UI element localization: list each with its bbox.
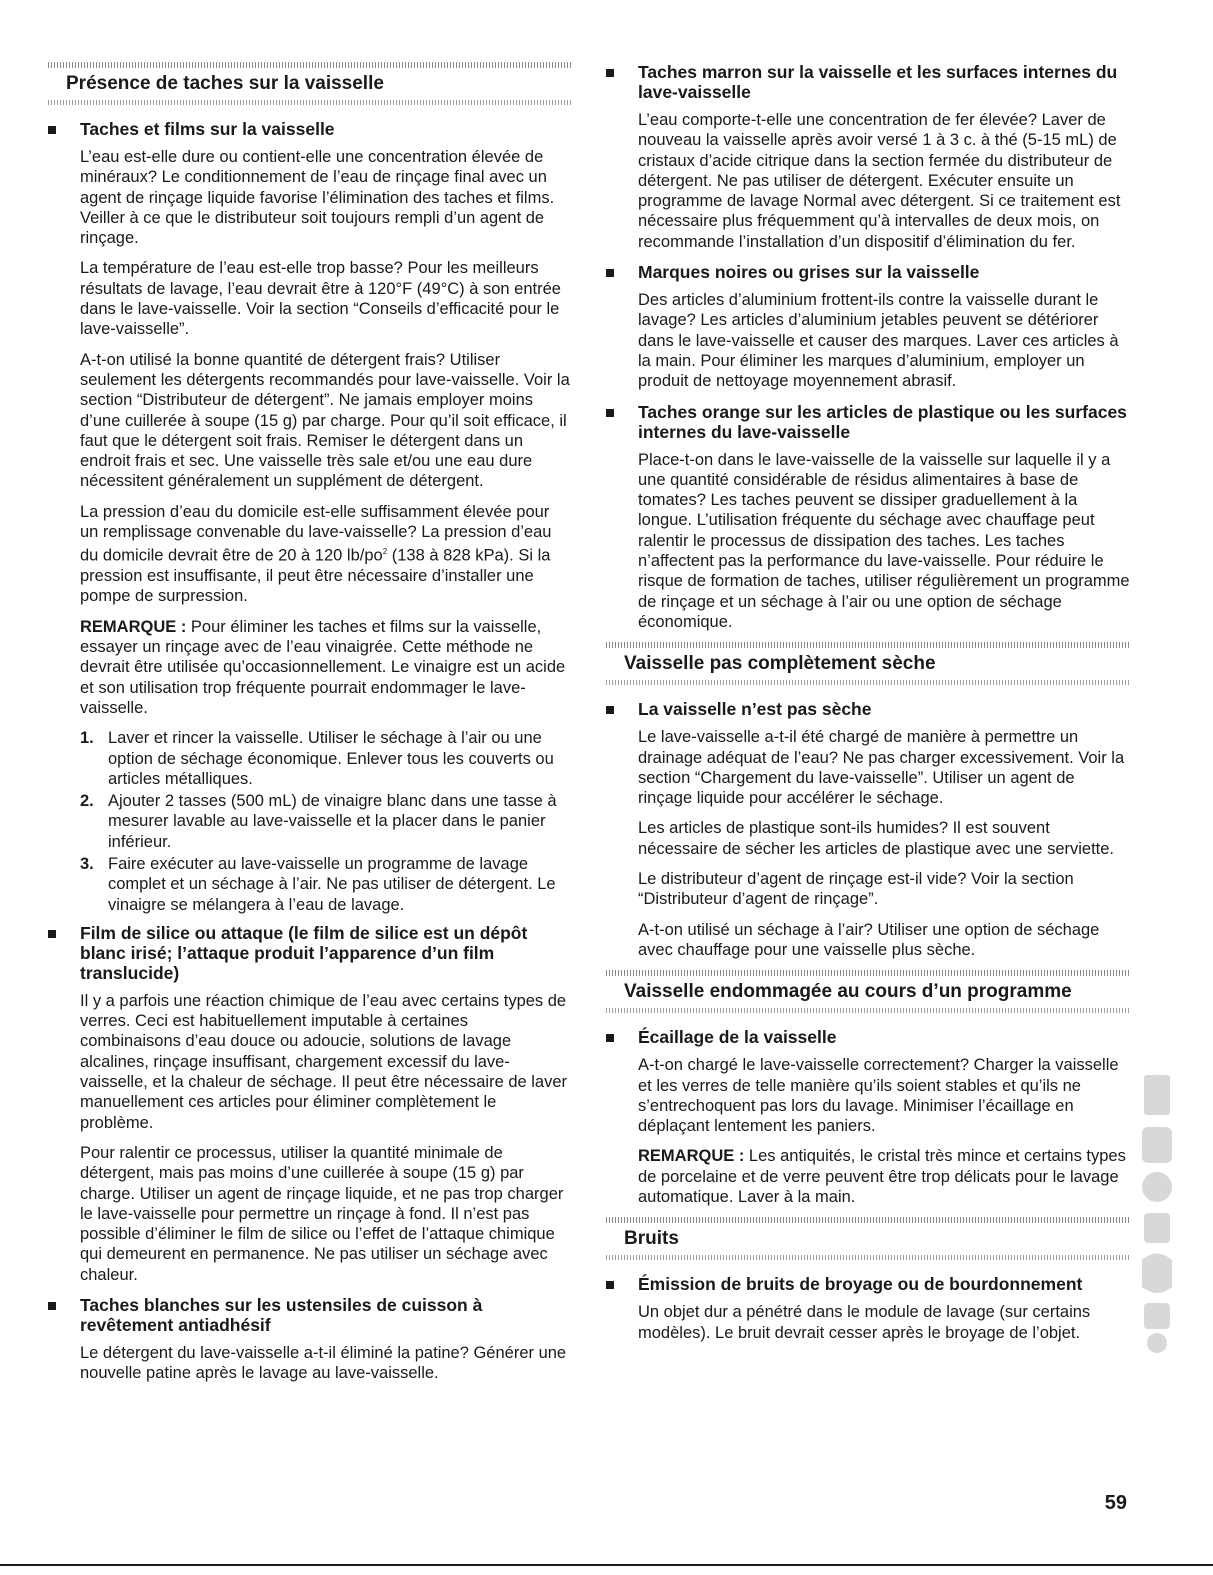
text-span: (138 à 828 kPa). Si la pression est insuffisante, il peut être nécessaire d’installer une pompe de surpression. xyxy=(80,546,551,606)
steps-list xyxy=(80,728,572,915)
bullet-square-icon xyxy=(48,1302,56,1310)
item-title: Film de silice ou attaque (le film de silice est un dépôt blanc irisé; l’attaque produit l’apparence d’un film translucide) xyxy=(80,922,528,983)
item-chipping xyxy=(606,1027,1130,1207)
note-label: REMARQUE : xyxy=(638,1147,745,1166)
paragraph: Place-t-on dans le lave-vaisselle de la vaisselle sur laquelle il y a une quantité considérable de résidus alimentaires à base de tomates? Les taches peuvent se dissiper graduellement à la longue. L’utilisation fréquente du séchage avec chauffage peut ralentir le processus de dissipation des taches. Les taches n’affectent pas la performance du lave-vaisselle. Pour réduire le risque de formation de taches, utiliser régulièrement un programme de rinçage et un séchage à l’air ou une option de séchage économique. xyxy=(638,450,1130,631)
step-item xyxy=(80,791,572,852)
paragraph: L’eau est-elle dure ou contient-elle une concentration élevée de minéraux? Le conditionnement de l’eau de rinçage final avec un agent de rinçage liquide favorise l’élimination des taches et films. Veiller à ce que le distributeur soit toujours rempli d’un agent de rinçage. xyxy=(80,148,555,248)
text-span: La pression d’eau du domicile est-elle suffisamment élevée pour un remplissage convenable du lave-vaisselle? La pression d’eau du domicile devrait être de 20 à 120 lb/po xyxy=(80,502,552,565)
item-brown-stains xyxy=(606,62,1130,252)
item-black-marks xyxy=(606,262,1130,391)
section-title-not-dry: Vaisselle pas complètement sèche xyxy=(624,653,936,675)
paragraph: Pour ralentir ce processus, utiliser la quantité minimale de détergent, mais pas moins d’une cuillerée à soupe (15 g) par charge. Utiliser un agent de rinçage liquide, et ne pas trop charger le lave-vaisselle pour permettre un rinçage à fond. Il n’est pas possible d’éliminer le film de silice ou l’effet de l’attaque chimique qui demeurent en permanence. Ne pas utiliser un séchage avec chaleur. xyxy=(80,1143,564,1284)
bullet-square-icon xyxy=(606,409,614,417)
bullet-square-icon xyxy=(606,1034,614,1042)
paragraph: Le distributeur d’agent de rinçage est-il vide? Voir la section “Distributeur d’agent de rinçage”. xyxy=(638,870,1074,909)
paragraph: Le lave-vaisselle a-t-il été chargé de manière à permettre un drainage adéquat de l’eau? Ne pas charger excessivement. Voir la section “Chargement du lave-vaisselle”. Utiliser un agent de rinçage liquide pour accélérer le séchage. xyxy=(638,728,1125,808)
item-title: Émission de bruits de broyage ou de bourdonnement xyxy=(638,1274,1083,1295)
bullet-square-icon xyxy=(606,706,614,714)
item-white-spots xyxy=(48,1295,572,1384)
paragraph: La température de l’eau est-elle trop basse? Pour les meilleurs résultats de lavage, l’eau devrait être à 120°F (49°C) à son entrée dans le lave-vaisselle. Voir la section “Conseils d’efficacité pour le lave-vaisselle”. xyxy=(80,259,561,339)
item-not-dry xyxy=(606,699,1130,960)
step-text: Ajouter 2 tasses (500 mL) de vinaigre blanc dans une tasse à mesurer lavable au lave-vaisselle et la placer dans le panier inférieur. xyxy=(108,792,557,851)
section-rule xyxy=(606,1255,1130,1260)
section-title-damaged: Vaisselle endommagée au cours d’un programme xyxy=(624,981,1072,1003)
section-rule xyxy=(606,1008,1130,1013)
step-number: 2. xyxy=(80,792,94,811)
section-rule xyxy=(606,970,1130,976)
item-silica-film xyxy=(48,923,572,1285)
note-text: Pour éliminer les taches et films sur la vaisselle, essayer un rinçage avec de l’eau vinaigrée. Cette méthode ne devrait être utilisée qu’occasionnellement. Le vinaigre est un acide et son utilisation trop fréquente pourrait endommager le lave-vaisselle. xyxy=(80,617,566,717)
bullet-square-icon xyxy=(606,1281,614,1289)
paragraph: L’eau comporte-t-elle une concentration de fer élevée? Laver de nouveau la vaisselle après avoir versé 1 à 3 c. à thé (5-15 mL) de cristaux d’acide citrique dans la section fermée du distributeur de détergent. Ne pas utiliser de détergent. Exécuter ensuite un programme de lavage Normal avec détergent. Si ce traitement est nécessaire plus fréquemment qu’à intervalles de deux mois, on recommande l’installation d’un dispositif d’élimination du fer. xyxy=(638,111,1121,251)
step-number: 3. xyxy=(80,855,94,873)
step-number: 1. xyxy=(80,729,94,748)
page-number: 59 xyxy=(1104,1492,1127,1514)
item-title: La vaisselle n’est pas sèche xyxy=(638,699,872,720)
bullet-square-icon xyxy=(606,69,614,77)
paragraph: A-t-on chargé le lave-vaisselle correctement? Charger la vaisselle et les verres de telle manière qu’ils soient stables et qu’ils ne s’entrechoquent pas lors du lavage. Minimiser l’écaillage en déplaçant lentement les paniers. xyxy=(638,1056,1119,1136)
right-column xyxy=(606,62,1130,1353)
section-rule xyxy=(606,642,1130,648)
item-title: Écaillage de la vaisselle xyxy=(638,1027,837,1048)
paragraph xyxy=(80,502,572,607)
note-text: Les antiquités, le cristal très mince et certains types de porcelaine et de verre peuvent être trop délicats pour le lavage automatique. Laver à la main. xyxy=(638,1147,1126,1206)
item-title: Taches marron sur la vaisselle et les surfaces internes du lave-vaisselle xyxy=(638,62,1118,102)
bullet-square-icon xyxy=(48,126,56,134)
footer-rule xyxy=(0,1564,1213,1566)
bullet-square-icon xyxy=(606,269,614,277)
step-item xyxy=(80,854,572,915)
paragraph: Des articles d’aluminium frottent-ils contre la vaisselle durant le lavage? Les articles d’aluminium jetables peuvent se détériorer dans le lave-vaisselle et causer des marques. Laver ces articles à la main. Pour éliminer les marques d’aluminium, employer un produit de nettoyage moyennement abrasif. xyxy=(638,291,1119,391)
paragraph: Le détergent du lave-vaisselle a-t-il éliminé la patine? Générer une nouvelle patine après le lavage au lave-vaisselle. xyxy=(80,1344,567,1383)
section-rule xyxy=(606,1217,1130,1223)
note-paragraph xyxy=(80,617,572,718)
item-spots-films xyxy=(48,119,572,915)
side-watermark-icon xyxy=(1132,1075,1182,1355)
superscript: 2 xyxy=(382,547,388,557)
note-label: REMARQUE : xyxy=(80,617,187,636)
item-title: Taches et films sur la vaisselle xyxy=(80,119,335,139)
paragraph: A-t-on utilisé la bonne quantité de détergent frais? Utiliser seulement les détergents recommandés pour lave-vaisselle. Voir la section “Distributeur de détergent”. Ne jamais employer moins d’une cuillerée à soupe (15 g) par charge. Pour qu’il soit efficace, il faut que le détergent soit frais. Remiser le détergent dans un endroit frais et sec. Une vaisselle très sale et/ou une eau dure nécessitent généralement un supplément de détergent. xyxy=(80,350,570,491)
left-column xyxy=(48,62,572,1394)
section-title-spots: Présence de taches sur la vaisselle xyxy=(66,73,384,94)
section-rule xyxy=(48,62,572,68)
paragraph: Il y a parfois une réaction chimique de l’eau avec certains types de verres. Ceci est habituellement imputable à certaines combinaisons d’eau douce ou adoucie, solutions de lavage alcalines, rinçage insuffisant, chargement excessif du lave-vaisselle, et la chaleur de séchage. Il peut être nécessaire de laver manuellement ces articles pour éliminer complètement le problème. xyxy=(80,991,568,1132)
paragraph: Les articles de plastique sont-ils humides? Il est souvent nécessaire de sécher les articles de plastique avec une serviette. xyxy=(638,819,1115,858)
paragraph: A-t-on utilisé un séchage à l’air? Utiliser une option de séchage avec chauffage pour une vaisselle plus sèche. xyxy=(638,920,1100,959)
section-title-noise: Bruits xyxy=(624,1228,679,1250)
section-rule xyxy=(606,680,1130,685)
item-orange-stains xyxy=(606,402,1130,633)
item-title: Taches blanches sur les ustensiles de cuisson à revêtement antiadhésif xyxy=(80,1295,483,1336)
item-title: Marques noires ou grises sur la vaisselle xyxy=(638,262,980,283)
item-grinding-noise xyxy=(606,1274,1130,1343)
item-title: Taches orange sur les articles de plastique ou les surfaces internes du lave-vaisselle xyxy=(638,401,1127,442)
step-text: Faire exécuter au lave-vaisselle un programme de lavage complet et un séchage à l’air. Ne pas utiliser de détergent. Le vinaigre se mélangera à l’eau de lavage. xyxy=(108,855,556,914)
bullet-square-icon xyxy=(48,930,56,938)
step-item xyxy=(80,728,572,789)
section-rule xyxy=(48,100,572,105)
paragraph: Un objet dur a pénétré dans le module de lavage (sur certains modèles). Le bruit devrait cesser après le broyage de l’objet. xyxy=(638,1303,1091,1342)
step-text: Laver et rincer la vaisselle. Utiliser le séchage à l’air ou une option de séchage économique. Enlever tous les couverts ou articles métalliques. xyxy=(108,729,554,788)
note-paragraph xyxy=(638,1146,1130,1207)
